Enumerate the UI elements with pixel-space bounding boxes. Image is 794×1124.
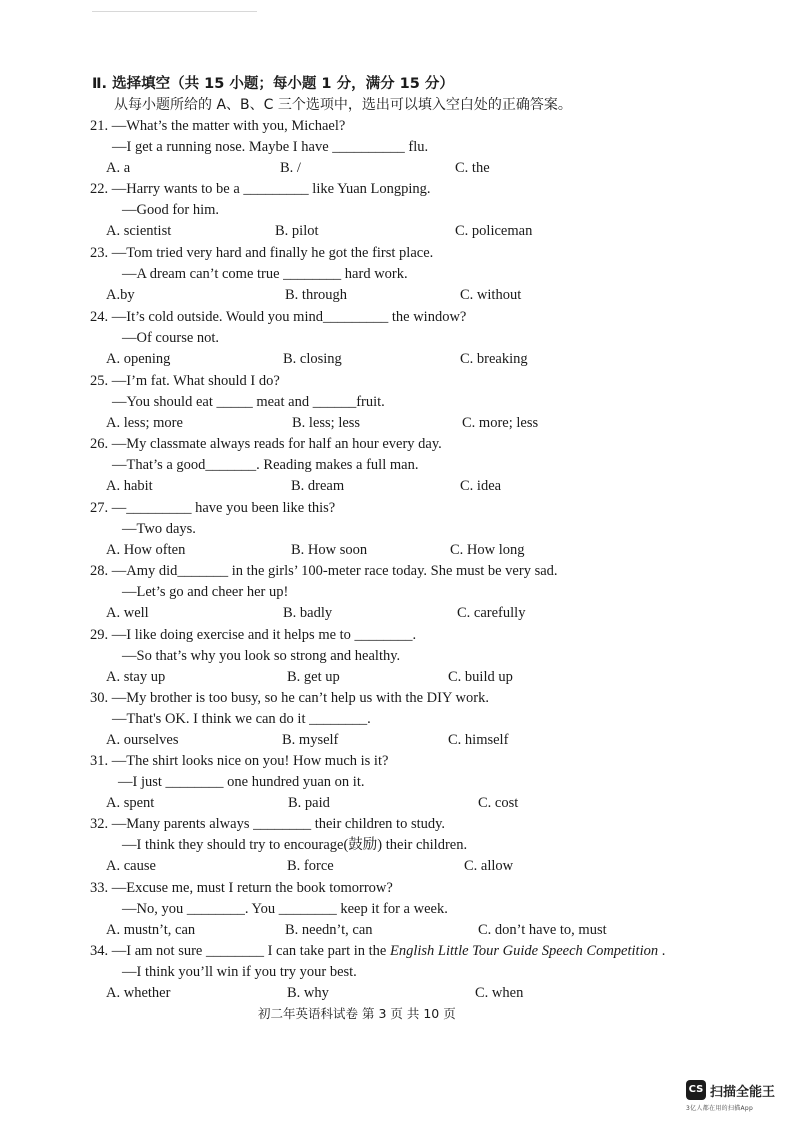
question-response: —I just ________ one hundred yuan on it. [118,774,365,790]
option-b[interactable]: B. through [285,287,348,303]
section-instruction: 从每小题所给的 A、B、C 三个选项中，选出可以填入空白处的正确答案。 [114,97,572,113]
watermark-title: 扫描全能王 [710,1085,776,1100]
option-b[interactable]: B. closing [283,351,342,367]
camscanner-logo-icon: CS [686,1080,706,1100]
option-a[interactable]: A. How often [106,542,186,558]
question-stem [90,752,388,770]
option-c[interactable]: C. cost [478,795,519,811]
question-stem-text: 25. —I’m fat. What should I do? [90,373,280,389]
competition-title: English Little Tour Guide Speech Competition [390,943,659,959]
question-response: —That’s a good_______. Reading makes a full man. [112,457,419,473]
question-stem [90,879,393,897]
question-response: —You should eat _____ meat and ______fruit. [112,394,385,410]
question-stem-text: 24. —It’s cold outside. Would you mind_________ the window? [90,309,467,325]
question-stem-text: 27. —_________ have you been like this? [90,500,336,516]
question-stem-text: 32. —Many parents always ________ their children to study. [90,816,446,832]
option-a[interactable]: A. less; more [106,415,183,431]
question-stem [90,117,345,135]
option-a[interactable]: A. spent [106,795,155,811]
option-a[interactable]: A. cause [106,858,156,874]
option-a[interactable]: A.by [106,287,135,303]
option-a[interactable]: A. habit [106,478,153,494]
option-a[interactable]: A. ourselves [106,732,179,748]
option-a[interactable]: A. whether [106,985,171,1001]
option-c[interactable]: C. without [460,287,522,303]
question-stem [90,562,558,580]
option-c[interactable]: C. more; less [462,415,539,431]
question-stem [90,689,489,707]
question-response: —I think they should try to encourage(鼓励) their children. [122,837,468,853]
question-stem [90,372,280,390]
option-a[interactable]: A. well [106,605,149,621]
option-b[interactable]: B. why [287,985,329,1001]
question-stem-text: 31. —The shirt looks nice on you! How much is it? [90,753,389,769]
option-b[interactable]: B. needn’t, can [285,922,373,938]
option-b[interactable]: B. dream [291,478,345,494]
option-a[interactable]: A. opening [106,351,171,367]
question-stem-text: 29. —I like doing exercise and it helps me to ________. [90,627,417,643]
option-c[interactable]: C. carefully [457,605,526,621]
question-response: —Two days. [122,521,196,537]
option-b[interactable]: B. paid [288,795,330,811]
question-stem [90,308,466,326]
watermark-subtitle: 3亿人都在用的扫描App [686,1105,754,1112]
scan-top-line [92,11,257,12]
question-response: —A dream can’t come true ________ hard work. [122,266,408,282]
question-response: —That's OK. I think we can do it ________. [112,711,371,727]
question-response: —No, you ________. You ________ keep it for a week. [122,901,448,917]
option-c[interactable]: C. allow [464,858,514,874]
stem-end-punct: . [661,943,666,959]
option-c[interactable]: C. himself [448,732,509,748]
question-stem [90,942,665,960]
option-b[interactable]: B. force [287,858,334,874]
question-stem [90,499,335,517]
option-c[interactable]: C. idea [460,478,502,494]
option-b[interactable]: B. How soon [291,542,368,558]
question-stem-text: 28. —Amy did_______ in the girls’ 100-meter race today. She must be very sad. [90,563,558,579]
option-b[interactable]: B. badly [283,605,333,621]
section-title: Ⅱ. 选择填空（共 15 小题；每小题 1 分，满分 15 分） [92,76,454,92]
option-c[interactable]: C. policeman [455,223,533,239]
question-response: —I think you’ll win if you try your best. [122,964,357,980]
question-response: —So that’s why you look so strong and healthy. [122,648,401,664]
option-b[interactable]: B. myself [282,732,339,748]
question-stem [90,626,416,644]
option-c[interactable]: C. don’t have to, must [478,922,607,938]
question-response: —Let’s go and cheer her up! [122,584,289,600]
option-a[interactable]: A. mustn’t, can [106,922,196,938]
question-response: —Of course not. [122,330,220,346]
question-stem-text: 21. —What’s the matter with you, Michael? [90,118,346,134]
question-stem-text: 22. —Harry wants to be a _________ like Yuan Longping. [90,181,431,197]
option-a[interactable]: A. stay up [106,669,166,685]
option-b[interactable]: B. less; less [292,415,361,431]
option-c[interactable]: C. How long [450,542,525,558]
question-response: —Good for him. [122,202,220,218]
question-stem [90,815,445,833]
question-stem [90,435,442,453]
option-c[interactable]: C. when [475,985,524,1001]
option-b[interactable]: B. get up [287,669,340,685]
question-stem-text: 33. —Excuse me, must I return the book tomorrow? [90,880,393,896]
scanner-watermark [686,1079,786,1115]
option-c[interactable]: C. build up [448,669,513,685]
question-response: —I get a running nose. Maybe I have __________ flu. [112,139,429,155]
question-stem-text: 30. —My brother is too busy, so he can’t help us with the DIY work. [90,690,489,706]
option-b[interactable]: B. pilot [275,223,319,239]
question-stem-text: 34. —I am not sure ________ I can take part in the [90,943,387,959]
option-c[interactable]: C. the [455,160,490,176]
page-footer: 初二年英语科试卷 第 3 页 共 10 页 [258,1006,456,1021]
question-stem [90,244,433,262]
option-a[interactable]: A. a [106,160,131,176]
question-stem-text: 26. —My classmate always reads for half an hour every day. [90,436,442,452]
option-a[interactable]: A. scientist [106,223,172,239]
question-stem [90,180,431,198]
option-c[interactable]: C. breaking [460,351,528,367]
option-b[interactable]: B. / [280,160,301,176]
question-stem-text: 23. —Tom tried very hard and finally he got the first place. [90,245,434,261]
